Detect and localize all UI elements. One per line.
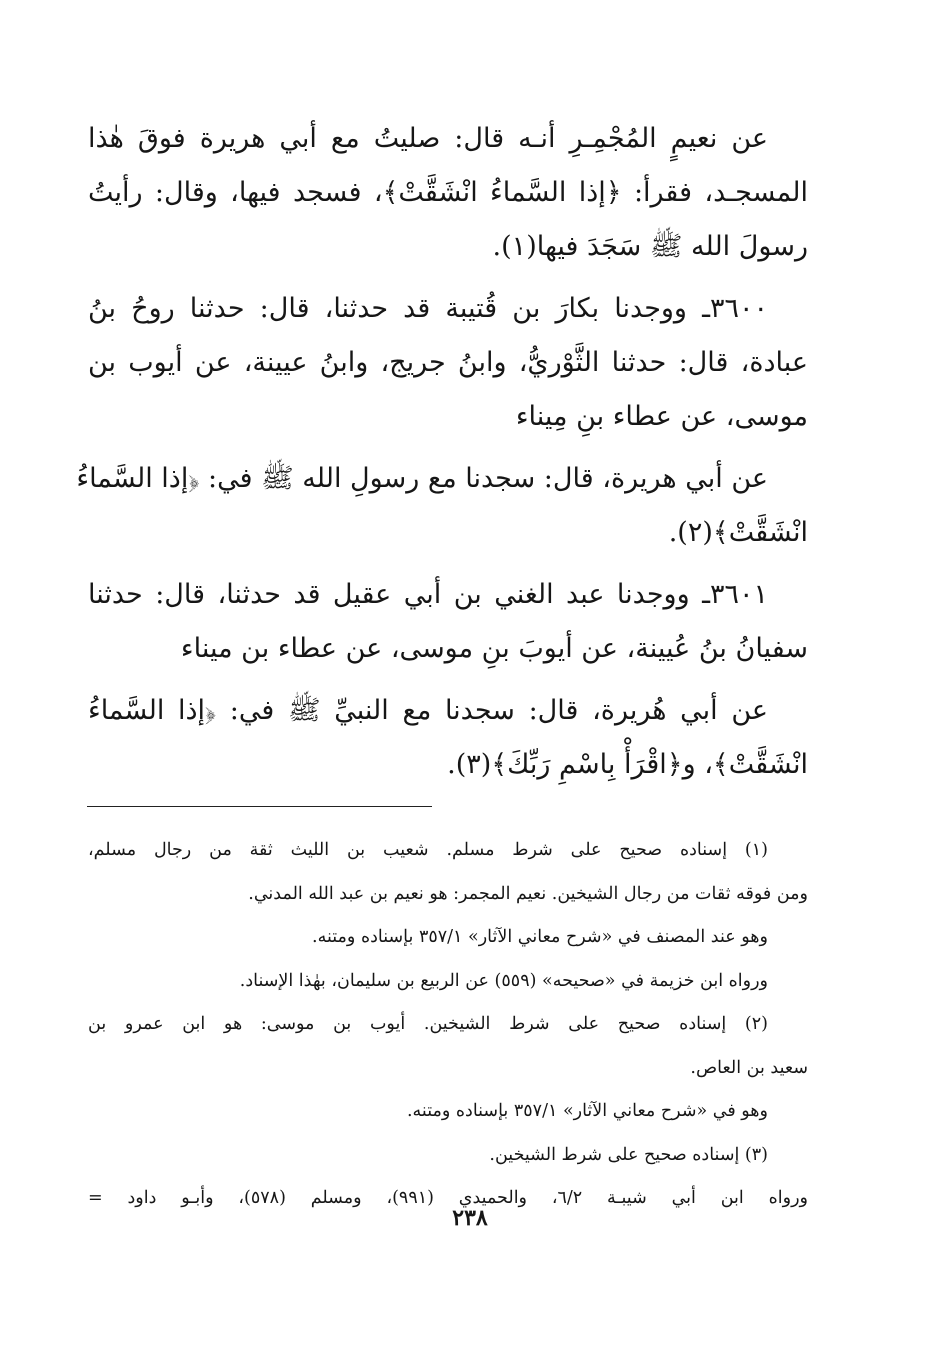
text-line: عن نعيمٍ المُجْمِـرِ أنـه قال: صليتُ مع أبي هريرة فوقَ هٰذا (88, 123, 768, 154)
footnote-line: ومن فوقه ثقات من رجال الشيخين. نعيم المجمر: هو نعيم بن عبد الله المدني. (248, 883, 808, 904)
footnote-line: (١) إسناده صحيح على شرط مسلم. شعيب بن الليث ثقة من رجال مسلم، (88, 840, 768, 860)
text-line: انْشَقَّتْ﴾، و﴿اقْرَأْ بِاسْمِ رَبِّكَ﴾(٣). (447, 749, 808, 780)
text-line: ٣٦٠١ـ ووجدنا عبد الغني بن أبي عقيل قد حدثنا، قال: حدثنا (88, 579, 768, 610)
footnote-line: (٢) إسناده صحيح على شرط الشيخين. أيوب بن موسى: هو ابن عمرو بن (88, 1014, 768, 1034)
page-body (76, 112, 808, 1221)
footnote-line: ورواه ابن خزيمة في «صحيحه» (٥٥٩) عن الربيع بن سليمان، بهٰذا الإسناد. (239, 970, 768, 991)
paragraph-narration-1 (88, 112, 808, 274)
text-line: انْشَقَّتْ﴾(٢). (668, 517, 808, 548)
hadith-3600 (88, 282, 808, 444)
text-line: عن أبي هريرة، قال: سجدنا مع رسولِ الله ﷺ في: ﴿إذا السَّماءُ (76, 463, 768, 494)
footnote-line: (٣) إسناده صحيح على شرط الشيخين. (489, 1144, 768, 1165)
text-line: سفيانُ بنُ عُيينة، عن أيوبَ بنِ موسى، عن عطاء بن ميناء (180, 633, 808, 664)
footnote-line: سعيد بن العاص. (690, 1057, 808, 1078)
footnote-line: ورواه ابن أبي شيبـة ٦/٢، والحميدي (٩٩١)، ومسلم (٥٧٨)، وأبـو داود = (88, 1188, 808, 1208)
footnote-divider (87, 806, 432, 807)
footnotes (88, 829, 808, 1221)
main-text (76, 112, 808, 792)
text-line: موسى، عن عطاء بنِ مِيناء (515, 401, 808, 432)
paragraph-narration-3 (88, 684, 808, 792)
footnote-line: وهو في «شرح معاني الآثار» ٣٥٧/١ بإسناده ومتنه. (406, 1101, 768, 1121)
text-line: رسولَ الله ﷺ سَجَدَ فيها(١). (492, 231, 808, 262)
text-line: عبادة، قال: حدثنا الثَّوْريُّ، وابنُ جريج، وابنُ عيينة، عن أيوب بن (88, 347, 808, 378)
text-line: ٣٦٠٠ـ ووجدنا بكارَ بن قُتيبة قد حدثنا، قال: حدثنا روحُ بنُ (88, 293, 768, 324)
page-number: ٢٣٨ (452, 1205, 488, 1231)
paragraph-narration-2 (76, 452, 808, 560)
text-line: عن أبي هُريرة، قال: سجدنا مع النبيِّ ﷺ في: ﴿إذا السَّماءُ (88, 695, 768, 726)
text-line: المسجـد، فقرأ: ﴿إذا السَّماءُ انْشَقَّتْ﴾، فسجد فيها، وقال: رأيتُ (88, 177, 808, 208)
footnote-line: وهو عند المصنف في «شرح معاني الآثار» ٣٥٧/١ بإسناده ومتنه. (312, 927, 768, 947)
hadith-3601 (88, 568, 808, 676)
